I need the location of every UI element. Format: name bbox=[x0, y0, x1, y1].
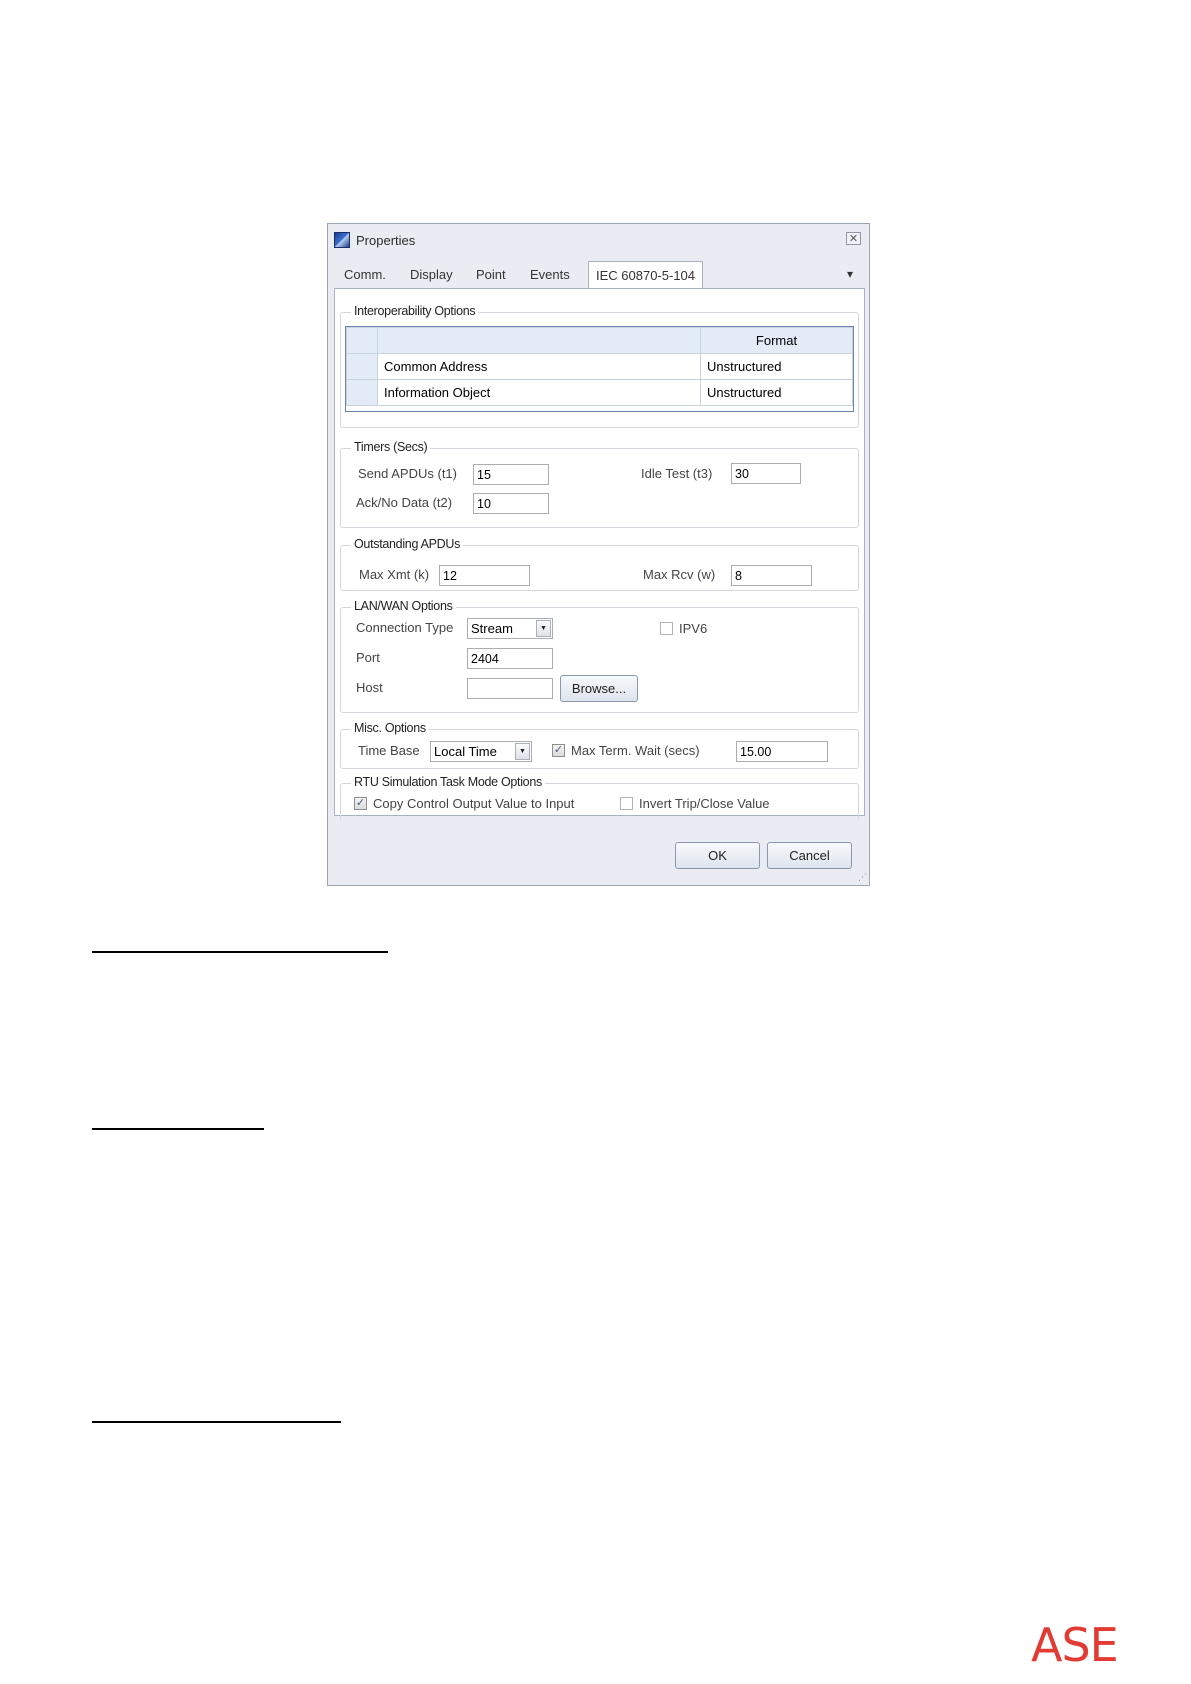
time-base-select[interactable] bbox=[430, 741, 532, 762]
send-apdus-label: Send APDUs (t1) bbox=[358, 466, 457, 481]
properties-dialog bbox=[327, 223, 870, 886]
invert-trip-close-checkbox[interactable] bbox=[620, 797, 633, 810]
table-header-row bbox=[347, 328, 853, 354]
time-base-value: Local Time bbox=[434, 744, 497, 759]
close-icon[interactable]: ✕ bbox=[846, 232, 861, 245]
copy-control-output-label: Copy Control Output Value to Input bbox=[373, 796, 575, 811]
tab-content bbox=[334, 288, 865, 816]
max-term-wait-checkbox[interactable]: ✓ bbox=[553, 744, 564, 756]
section-heading-underline bbox=[92, 1128, 264, 1130]
tab-comm[interactable]: Comm. bbox=[344, 267, 386, 282]
max-term-wait-label: Max Term. Wait (secs) bbox=[571, 743, 700, 758]
format-table bbox=[346, 327, 853, 406]
table-corner bbox=[347, 328, 378, 354]
timers-group bbox=[340, 440, 859, 528]
copy-control-output-checkbox[interactable]: ✓ bbox=[355, 797, 366, 809]
max-term-wait-input[interactable] bbox=[736, 741, 828, 762]
timers-legend: Timers (Secs) bbox=[351, 440, 430, 454]
ack-no-data-label: Ack/No Data (t2) bbox=[356, 495, 453, 510]
max-xmt-label: Max Xmt (k) bbox=[359, 567, 430, 582]
section-heading-underline bbox=[92, 951, 388, 953]
interoperability-legend: Interoperability Options bbox=[351, 304, 478, 318]
misc-options-group bbox=[340, 721, 859, 769]
time-base-label: Time Base bbox=[358, 743, 420, 758]
lan-wan-legend: LAN/WAN Options bbox=[351, 599, 456, 613]
max-rcv-label: Max Rcv (w) bbox=[643, 567, 716, 582]
outstanding-apdus-group bbox=[340, 537, 859, 591]
row-format[interactable]: Unstructured bbox=[701, 354, 853, 380]
send-apdus-input[interactable] bbox=[473, 464, 549, 485]
app-icon bbox=[334, 232, 350, 248]
format-table-frame bbox=[345, 326, 854, 412]
port-input[interactable] bbox=[467, 648, 553, 669]
chevron-down-icon[interactable]: ▼ bbox=[536, 620, 551, 637]
title-bar bbox=[328, 224, 869, 256]
ack-no-data-input[interactable] bbox=[473, 493, 549, 514]
max-xmt-input[interactable] bbox=[439, 565, 530, 586]
tab-overflow-icon[interactable]: ▾ bbox=[846, 267, 853, 281]
ipv6-label: IPV6 bbox=[679, 621, 708, 636]
row-name: Common Address bbox=[378, 354, 701, 380]
rtu-simulation-legend: RTU Simulation Task Mode Options bbox=[351, 775, 545, 789]
dialog-footer bbox=[334, 816, 865, 878]
ok-button[interactable]: OK bbox=[675, 842, 760, 869]
row-header[interactable] bbox=[347, 354, 378, 380]
browse-button[interactable]: Browse... bbox=[560, 675, 638, 702]
connection-type-select[interactable] bbox=[467, 618, 553, 639]
interoperability-group bbox=[340, 304, 859, 428]
ase-logo: ASE bbox=[1031, 1618, 1118, 1672]
name-column-header bbox=[378, 328, 701, 354]
row-format[interactable]: Unstructured bbox=[701, 380, 853, 406]
table-row[interactable] bbox=[347, 354, 853, 380]
tab-point[interactable]: Point bbox=[476, 267, 506, 282]
tab-iec-60870-5-104[interactable]: IEC 60870-5-104 bbox=[588, 261, 703, 289]
tab-display[interactable]: Display bbox=[410, 267, 453, 282]
lan-wan-group bbox=[340, 599, 859, 713]
connection-type-label: Connection Type bbox=[356, 620, 454, 635]
row-header[interactable] bbox=[347, 380, 378, 406]
cancel-button[interactable]: Cancel bbox=[767, 842, 852, 869]
row-name: Information Object bbox=[378, 380, 701, 406]
tab-events[interactable]: Events bbox=[530, 267, 570, 282]
max-rcv-input[interactable] bbox=[731, 565, 812, 586]
host-input[interactable] bbox=[467, 678, 553, 699]
dialog-title: Properties bbox=[356, 233, 416, 248]
resize-grip-icon[interactable]: ⋰ bbox=[858, 872, 867, 882]
table-row[interactable] bbox=[347, 380, 853, 406]
outstanding-apdus-legend: Outstanding APDUs bbox=[351, 537, 463, 551]
invert-trip-close-label: Invert Trip/Close Value bbox=[639, 796, 770, 811]
section-heading-underline bbox=[92, 1421, 341, 1423]
port-label: Port bbox=[356, 650, 380, 665]
tab-strip bbox=[328, 259, 869, 289]
misc-options-legend: Misc. Options bbox=[351, 721, 429, 735]
idle-test-input[interactable] bbox=[731, 463, 801, 484]
chevron-down-icon[interactable]: ▼ bbox=[515, 743, 530, 760]
connection-type-value: Stream bbox=[471, 621, 513, 636]
format-column-header[interactable]: Format bbox=[701, 328, 853, 354]
ipv6-checkbox[interactable] bbox=[660, 622, 673, 635]
idle-test-label: Idle Test (t3) bbox=[641, 466, 713, 481]
host-label: Host bbox=[356, 680, 383, 695]
